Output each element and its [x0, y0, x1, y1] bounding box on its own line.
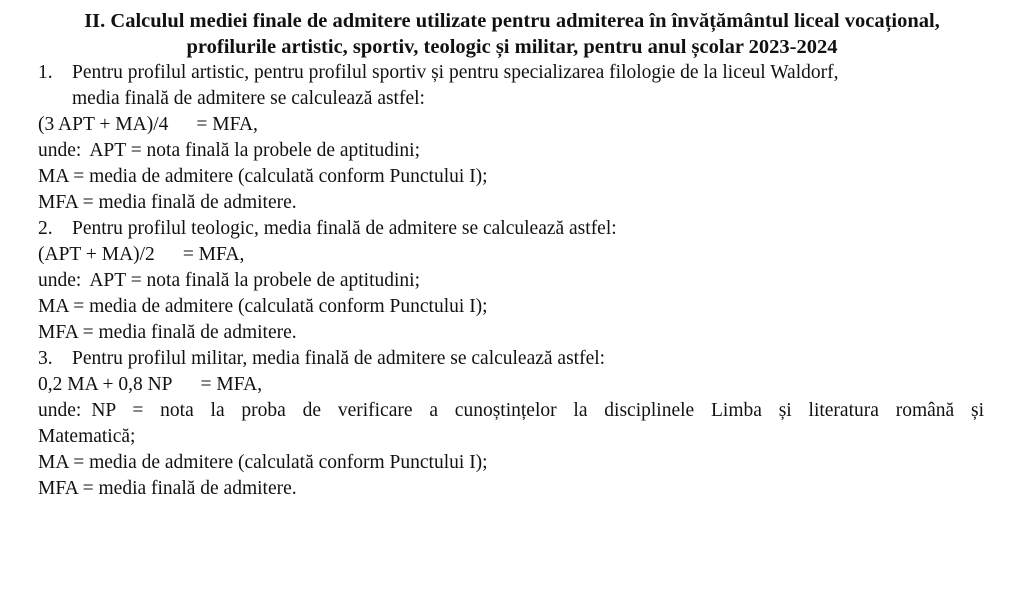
item-3-definition-ma: MA = media de admitere (calculată conform Punctului I);	[38, 452, 488, 473]
definition-text: APT = nota finală la probele de aptitudini;	[89, 270, 421, 291]
item-2-definition-ma: MA = media de admitere (calculată conform Punctului I);	[38, 296, 488, 317]
formula-right: = MFA,	[200, 374, 263, 395]
formula-left: (APT + MA)/2	[38, 244, 155, 265]
section-heading-line-1: II. Calculul mediei finale de admitere utilizate pentru admiterea în învățământul liceal vocațional,	[84, 10, 940, 32]
item-1-definition-apt	[38, 138, 420, 164]
formula-left: (3 APT + MA)/4	[38, 114, 169, 135]
formula-left: 0,2 MA + 0,8 NP	[38, 374, 173, 395]
item-1-intro-line-2: media finală de admitere se calculează astfel:	[72, 88, 425, 109]
where-label: unde:	[38, 140, 82, 161]
item-3-definition-mfa: MFA = media finală de admitere.	[38, 478, 297, 499]
item-2-intro-line-1: Pentru profilul teologic, media finală de admitere se calculează astfel:	[72, 218, 617, 239]
item-number-2: 2.	[38, 218, 53, 239]
formula-right: = MFA,	[182, 244, 245, 265]
item-3-formula	[38, 372, 262, 398]
item-2-definition-apt	[38, 268, 420, 294]
item-3-intro-line-1: Pentru profilul militar, media finală de admitere se calculează astfel:	[72, 348, 606, 369]
item-3-definition-np-line-2: Matematică;	[38, 426, 136, 447]
item-number-1: 1.	[38, 62, 53, 83]
section-heading-line-2: profilurile artistic, sportiv, teologic și militar, pentru anul școlar 2023-2024	[186, 36, 838, 58]
where-label: unde:	[38, 400, 82, 421]
item-number-3: 3.	[38, 348, 53, 369]
where-label: unde:	[38, 270, 82, 291]
item-1-intro-line-1: Pentru profilul artistic, pentru profilul sportiv și pentru specializarea filologie de la liceul Waldorf,	[72, 62, 839, 83]
definition-text: APT = nota finală la probele de aptitudini;	[89, 140, 421, 161]
item-2-definition-mfa: MFA = media finală de admitere.	[38, 322, 297, 343]
item-1-formula	[38, 112, 258, 138]
definition-text: NP = nota la proba de verificare a cunoștințelor la disciplinele Limba și literatura română și	[91, 400, 984, 421]
item-2-formula	[38, 242, 244, 268]
item-3-definition-np-line-1	[38, 398, 984, 424]
item-1-definition-mfa: MFA = media finală de admitere.	[38, 192, 297, 213]
item-1-definition-ma: MA = media de admitere (calculată conform Punctului I);	[38, 166, 488, 187]
formula-right: = MFA,	[196, 114, 258, 135]
